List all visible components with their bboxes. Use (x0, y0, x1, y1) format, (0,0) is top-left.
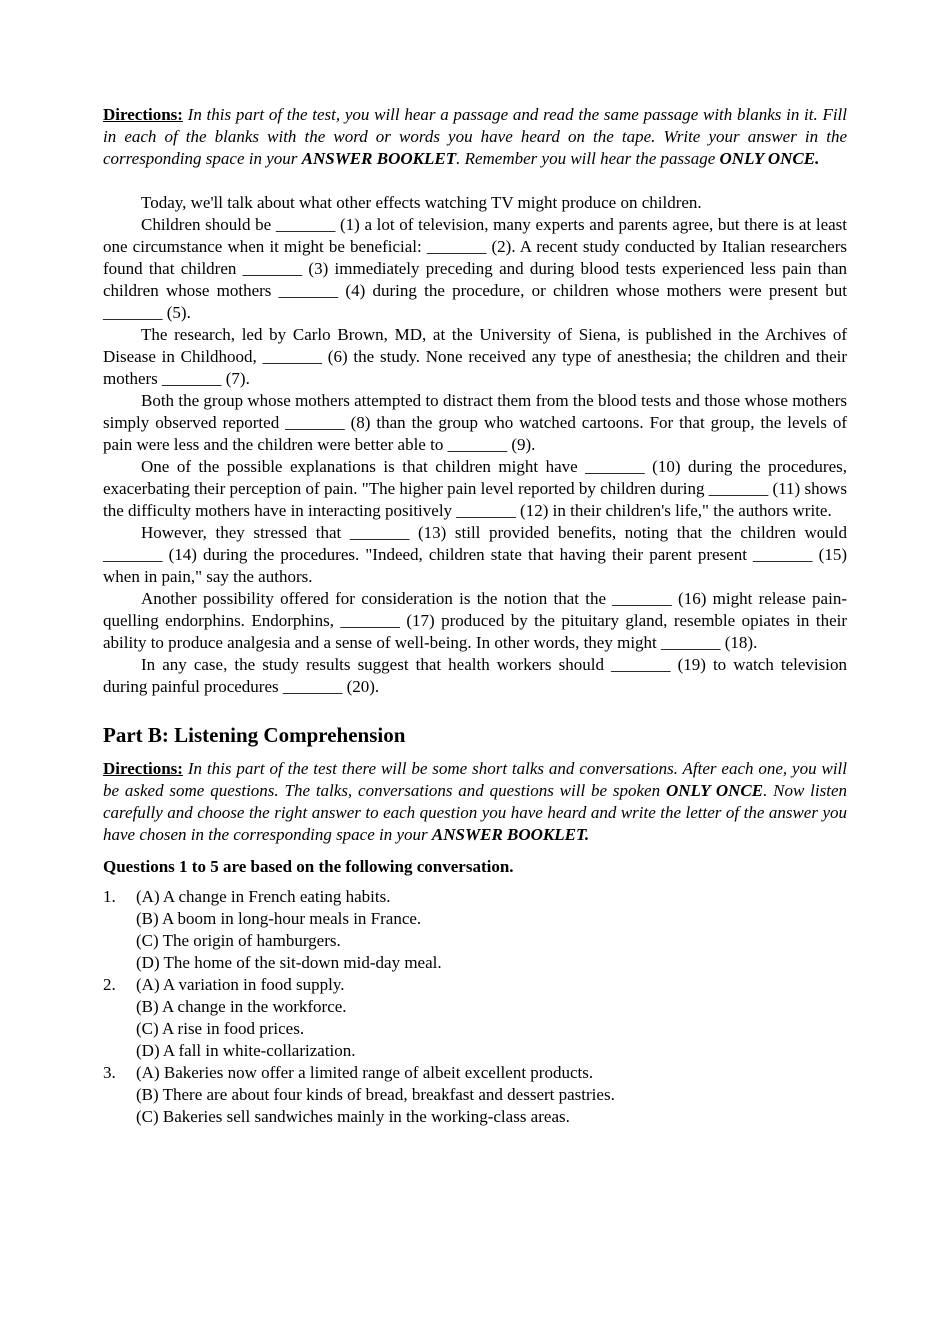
only-once-emphasis: ONLY ONCE (665, 781, 764, 800)
answer-option-a: (A) Bakeries now offer a limited range of albeit excellent products. (136, 1063, 594, 1082)
directions-label: Directions: (103, 759, 183, 778)
answer-option-c: (C) Bakeries sell sandwiches mainly in the working-class areas. (136, 1107, 570, 1126)
answer-option-a: (A) A variation in food supply. (136, 975, 345, 994)
question-list (103, 886, 847, 1128)
directions-text: . Remember you will hear the passage (456, 149, 720, 168)
passage-paragraph: Another possibility offered for consideration is the notion that the _______ (16) might release pain-quelling endorphins. Endorphins, _______ (17) produced by the pituitary gland, resemble opiates in their ability to produce analgesia and a sense of well-being. In other words, they might _______ (18). (103, 589, 847, 652)
only-once-emphasis: ONLY ONCE. (719, 149, 820, 168)
passage-paragraph: One of the possible explanations is that children might have _______ (10) during the procedures, exacerbating their perception of pain. "The higher pain level reported by children during _______ (11) shows the difficulty mothers have in interacting positively _______ (12) in their children's life," the authors write. (103, 457, 847, 520)
passage-paragraph: Both the group whose mothers attempted to distract them from the blood tests and those whose mothers simply observed reported _______ (8) than the group who watched cartoons. For that group, the levels of pain were less and the children were better able to _______ (9). (103, 391, 847, 454)
answer-option-c: (C) The origin of hamburgers. (136, 931, 341, 950)
directions-text: . Now listen carefully and choose the right answer to each question you have heard and write the letter of the answer you have chosen in the corresponding space in your (103, 781, 848, 844)
exam-page (103, 104, 847, 1128)
part-a-directions (103, 104, 847, 170)
answer-option-b: (B) There are about four kinds of bread, breakfast and dessert pastries. (136, 1085, 615, 1104)
answer-option-d: (D) A fall in white-collarization. (136, 1041, 356, 1060)
answer-options (136, 974, 847, 1062)
passage-paragraph: Today, we'll talk about what other effects watching TV might produce on children. (141, 193, 702, 212)
questions-heading: Questions 1 to 5 are based on the following conversation. (103, 857, 514, 876)
question-number: 1. (103, 887, 116, 906)
answer-option-b: (B) A change in the workforce. (136, 997, 347, 1016)
question-3 (103, 1062, 847, 1128)
answer-options (136, 886, 847, 974)
question-2 (103, 974, 847, 1062)
answer-option-a: (A) A change in French eating habits. (136, 887, 391, 906)
directions-text: In this part of the test there will be some short talks and conversations. After each one, you will be asked some questions. The talks, conversations and questions will be spoken (103, 759, 847, 800)
directions-label: Directions: (103, 105, 183, 124)
answer-booklet-emphasis: ANSWER BOOKLET. (431, 825, 590, 844)
answer-option-c: (C) A rise in food prices. (136, 1019, 305, 1038)
question-1 (103, 886, 847, 974)
part-b-directions (103, 758, 847, 846)
answer-option-d: (D) The home of the sit-down mid-day meal. (136, 953, 442, 972)
dictation-passage (103, 192, 847, 698)
passage-paragraph: Children should be _______ (1) a lot of television, many experts and parents agree, but there is at least one circumstance when it might be beneficial: _______ (2). A recent study conducted by Italian researchers found that children _______ (3) immediately preceding and during blood tests experienced less pain than children whose mothers _______ (4) during the procedure, or children whose mothers were present but _______ (5). (103, 215, 847, 322)
passage-paragraph: In any case, the study results suggest that health workers should _______ (19) to watch television during painful procedures _______ (20). (103, 655, 847, 696)
part-b-title: Part B: Listening Comprehension (103, 723, 406, 747)
passage-paragraph: However, they stressed that _______ (13) still provided benefits, noting that the children would _______ (14) during the procedures. "Indeed, children state that having their parent present _______ (15) when in pain," say the authors. (103, 523, 847, 586)
question-number: 3. (103, 1063, 116, 1082)
passage-paragraph: The research, led by Carlo Brown, MD, at the University of Siena, is published in the Archives of Disease in Childhood, _______ (6) the study. None received any type of anesthesia; the children and their mothers _______ (7). (103, 325, 847, 388)
question-number: 2. (103, 975, 116, 994)
answer-option-b: (B) A boom in long-hour meals in France. (136, 909, 422, 928)
answer-options (136, 1062, 847, 1128)
directions-text: In this part of the test, you will hear a passage and read the same passage with blanks in it. Fill in each of the blanks with the word or words you have heard on the tape. Write your answer in the corresponding space in your (103, 105, 847, 168)
answer-booklet-emphasis: ANSWER BOOKLET (301, 149, 457, 168)
